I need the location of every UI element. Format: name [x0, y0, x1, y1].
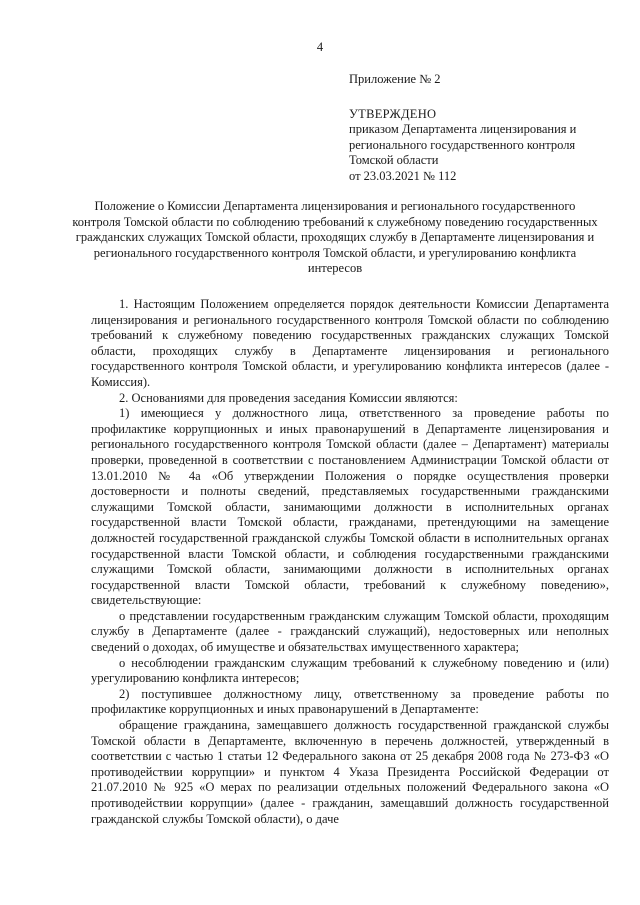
approved-label: УТВЕРЖДЕНО: [349, 106, 437, 121]
document-body: [91, 297, 609, 827]
approval-line: Томской области: [349, 153, 439, 167]
approval-line: приказом Департамента лицензирования и: [349, 122, 577, 136]
page-number: 4: [316, 40, 324, 54]
paragraph: о представлении государственным гражданским служащим Томской области, проходящим службу в Департаменте (далее - гражданский служащий), недостоверных или неполных сведений о доходах, об имуществе и обязательствах имущественного характера;: [91, 608, 609, 655]
paragraph: обращение гражданина, замещавшего должность государственной гражданской службы Томской области в Департаменте, включенную в перечень должностей, утвержденный в соответствии с частью 1 статьи 12 Федерального закона от 25 декабря 2008 года № 273-ФЗ «О противодействии коррупции» и пунктом 4 Указа Президента Российской Федерации от 21.07.2010 № 925 «О мерах по реализации отдельных положений Федерального закона «О противодействии коррупции» (далее - гражданин, замещавший должность государственной гражданской службы Томской области), о даче: [91, 718, 609, 826]
document-title: Положение о Комиссии Департамента лицензирования и регионального государственного контроля Томской области по соблюдению требований к служебному поведению государственных гражданских служащих Томской области, проходящих службу в Департаменте лицензирования и регионального государственного контроля Томской области, и урегулированию конфликта интересов: [72, 199, 598, 276]
approval-line: регионального государственного контроля: [349, 137, 576, 152]
appendix-label: Приложение № 2: [349, 72, 441, 86]
approval-block: [349, 72, 611, 184]
paragraph: 2) поступившее должностному лицу, ответственному за проведение работы по профилактике коррупционных и иных правонарушений в Департаменте:: [91, 686, 609, 717]
approval-line: от 23.03.2021 № 112: [349, 168, 457, 183]
paragraph: 2. Основаниями для проведения заседания Комиссии являются:: [119, 390, 458, 405]
paragraph: 1. Настоящим Положением определяется порядок деятельности Комиссии Департамента лицензирования и регионального государственного контроля Томской области по соблюдению требований к служебному поведению государственных гражданских служащих Томской области, проходящих службу в Департаменте лицензирования и регионального государственного контроля Томской области, и урегулированию конфликта интересов (далее - Комиссия).: [91, 297, 609, 389]
paragraph: 1) имеющиеся у должностного лица, ответственного за проведение работы по профилактике коррупционных и иных правонарушений в Департаменте лицензирования и регионального государственного контроля Томской области (далее – Департамент) материалы проверки, проведенной в соответствии с постановлением Администрации Томской области от 13.01.2010 № 4а «Об утверждении Положения о порядке осуществления проверки достоверности и полноты сведений, представляемых государственными гражданскими служащими Томской области, занимающими должности в исполнительных органах государственной власти Томской области, гражданами, претендующими на замещение должностей государственной гражданской службы Томской области в исполнительных органах государственной власти Томской области, и соблюдения государственными гражданскими служащими Томской области, занимающими должности в исполнительных органах государственной власти Томской области, требований к служебному поведению», свидетельствующие:: [91, 406, 609, 608]
paragraph: о несоблюдении гражданским служащим требований к служебному поведению и (или) урегулированию конфликта интересов;: [91, 655, 609, 686]
